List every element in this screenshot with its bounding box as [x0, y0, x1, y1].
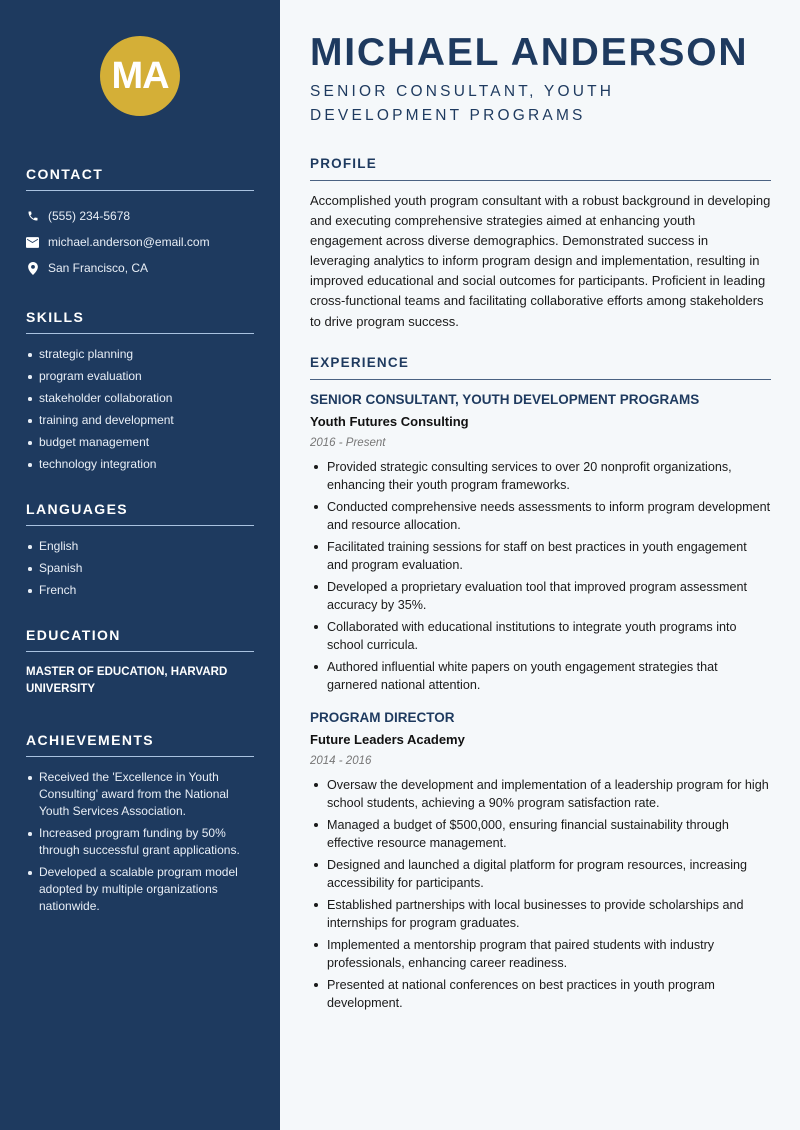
job-bullet: Implemented a mentorship program that paired students with industry professionals, enhancing career readiness. — [310, 936, 771, 972]
skill-item: training and development — [26, 412, 254, 429]
contact-email — [26, 229, 254, 255]
avatar: MA — [100, 36, 180, 116]
job-bullet: Provided strategic consulting services to over 20 nonprofit organizations, enhancing their youth program frameworks. — [310, 458, 771, 494]
skill-item: strategic planning — [26, 346, 254, 363]
job-entry — [310, 390, 771, 694]
avatar-container — [26, 36, 254, 116]
education-heading: EDUCATION — [26, 627, 254, 652]
skills-heading: SKILLS — [26, 309, 254, 334]
contact-heading: CONTACT — [26, 166, 254, 191]
job-title: PROGRAM DIRECTOR — [310, 709, 455, 725]
job-dates: 2014 - 2016 — [310, 754, 372, 767]
achievements-section — [26, 732, 254, 915]
job-bullet: Conducted comprehensive needs assessments to inform program development and resource allocation. — [310, 498, 771, 534]
main-content — [280, 0, 800, 1130]
profile-text: Accomplished youth program consultant with a robust background in developing and executing comprehensive strategies aimed at enhancing youth engagement across diverse demographics. Demonstrated success in leveraging analytics to inform program design and implementation, resulting in improved educational and social outcomes for participants. Proficient in leading cross-functional teams and facilitating collaborative efforts among stakeholders to drive program success. — [310, 193, 771, 329]
education-section — [26, 627, 254, 698]
skills-section — [26, 309, 254, 473]
candidate-title: SENIOR CONSULTANT, YOUTH DEVELOPMENT PROGRAMS — [310, 83, 615, 124]
achievement-item: Developed a scalable program model adopted by multiple organizations nationwide. — [26, 864, 254, 915]
skill-item: technology integration — [26, 456, 254, 473]
job-bullet: Collaborated with educational institutions to integrate youth programs into school curricula. — [310, 618, 771, 654]
job-bullets — [310, 458, 771, 694]
phone-icon — [26, 210, 39, 223]
skill-item: stakeholder collaboration — [26, 390, 254, 407]
job-bullet: Facilitated training sessions for staff on best practices in youth engagement and program evaluation. — [310, 538, 771, 574]
achievement-item: Received the 'Excellence in Youth Consulting' award from the National Youth Services Association. — [26, 769, 254, 820]
language-item: Spanish — [26, 560, 254, 577]
job-bullet: Developed a proprietary evaluation tool that improved program assessment accuracy by 35%. — [310, 578, 771, 614]
candidate-name: MICHAEL ANDERSON — [310, 31, 749, 74]
contact-phone — [26, 203, 254, 229]
profile-heading: PROFILE — [310, 156, 771, 181]
job-bullet: Managed a budget of $500,000, ensuring financial sustainability through effective resource management. — [310, 816, 771, 852]
contact-section — [26, 166, 254, 281]
email-icon — [26, 236, 39, 249]
job-title: SENIOR CONSULTANT, YOUTH DEVELOPMENT PROGRAMS — [310, 391, 700, 407]
job-bullet: Established partnerships with local businesses to provide scholarships and internships for program graduates. — [310, 896, 771, 932]
languages-section — [26, 501, 254, 599]
profile-section — [310, 156, 771, 332]
achievements-list — [26, 769, 254, 915]
languages-heading: LANGUAGES — [26, 501, 254, 526]
job-bullet: Oversaw the development and implementation of a leadership program for high school students, achieving a 90% program satisfaction rate. — [310, 776, 771, 812]
job-bullet: Presented at national conferences on best practices in youth program development. — [310, 976, 771, 1012]
job-bullet: Designed and launched a digital platform for program resources, increasing accessibility for participants. — [310, 856, 771, 892]
email-text[interactable]: michael.anderson@email.com — [48, 235, 210, 249]
skill-item: budget management — [26, 434, 254, 451]
skill-item: program evaluation — [26, 368, 254, 385]
contact-location — [26, 255, 254, 281]
education-degree: MASTER OF EDUCATION, HARVARD UNIVERSITY — [26, 666, 228, 695]
languages-list — [26, 538, 254, 599]
achievements-heading: ACHIEVEMENTS — [26, 732, 254, 757]
experience-heading: EXPERIENCE — [310, 355, 771, 380]
job-bullets — [310, 776, 771, 1012]
job-bullet: Authored influential white papers on youth engagement strategies that garnered national attention. — [310, 658, 771, 694]
job-dates: 2016 - Present — [310, 436, 386, 449]
location-text: San Francisco, CA — [48, 261, 149, 275]
phone-text: (555) 234-5678 — [48, 209, 131, 223]
sidebar — [0, 0, 280, 1130]
language-item: French — [26, 582, 254, 599]
job-company: Youth Futures Consulting — [310, 413, 469, 429]
job-entry — [310, 708, 771, 1012]
job-company: Future Leaders Academy — [310, 731, 465, 747]
location-pin-icon — [26, 262, 39, 275]
language-item: English — [26, 538, 254, 555]
achievement-item: Increased program funding by 50% through successful grant applications. — [26, 825, 254, 859]
experience-section — [310, 355, 771, 1012]
skills-list — [26, 346, 254, 473]
